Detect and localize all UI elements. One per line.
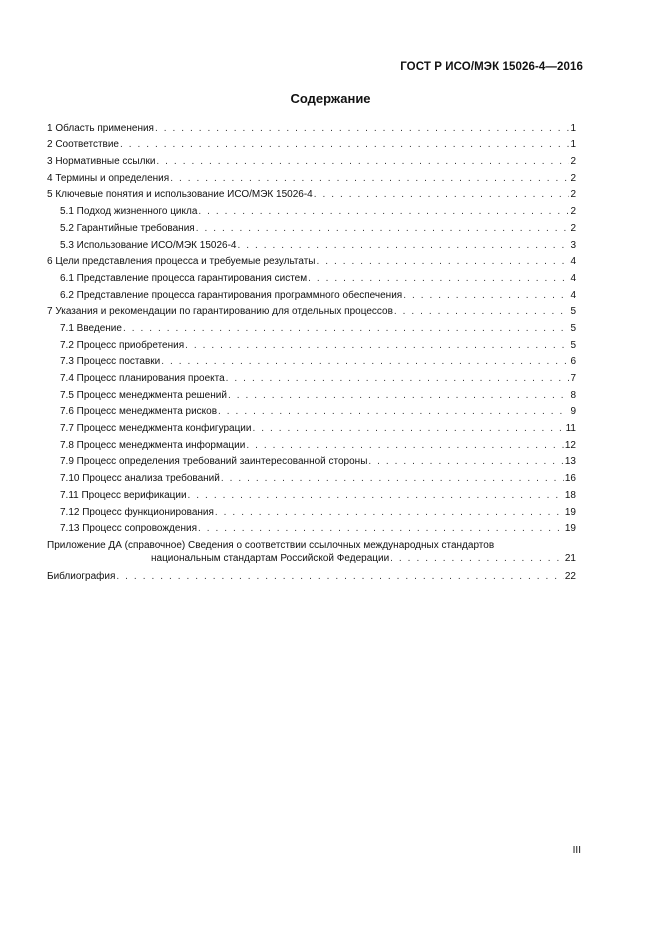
toc-entry-title: 7.8 Процесс менеджмента информации (60, 439, 246, 451)
toc-entry-title: 1 Область применения (47, 122, 154, 134)
toc-entry-page: 19 (564, 506, 576, 518)
toc-entry[interactable] (47, 468, 576, 485)
toc-leader-dots (368, 456, 563, 468)
toc-leader-dots (317, 256, 570, 268)
toc-bibliography[interactable] (47, 565, 576, 583)
toc-leader-dots (314, 189, 570, 201)
toc-entry[interactable] (47, 252, 576, 269)
toc-entry-title: 7.1 Введение (60, 322, 122, 334)
toc-entry-title: 7.10 Процесс анализа требований (60, 473, 220, 485)
toc-entry-page: 4 (570, 256, 576, 268)
toc-entry-page: 19 (564, 523, 576, 535)
toc-entry-title: 7.5 Процесс менеджмента решений (60, 389, 227, 401)
toc-leader-dots (120, 139, 569, 151)
table-of-contents (47, 118, 576, 583)
toc-appendix-subtitle: национальным стандартам Российской Федерации (151, 552, 390, 564)
toc-entry-page: 11 (565, 423, 576, 435)
toc-leader-dots (221, 473, 564, 485)
toc-entry-title: 7.4 Процесс планирования проекта (60, 373, 225, 384)
toc-entry[interactable] (47, 385, 576, 402)
toc-appendix-title: Приложение ДА (справочное) Сведения о соответствии ссылочных международных стандартов (47, 539, 495, 551)
toc-entry-page: 2 (570, 189, 576, 201)
toc-entry[interactable] (47, 502, 576, 519)
toc-entry[interactable] (47, 135, 576, 152)
toc-appendix-line1[interactable] (47, 535, 576, 552)
toc-appendix-line2[interactable] (47, 552, 576, 565)
toc-entries (47, 118, 576, 535)
toc-leader-dots (394, 306, 570, 318)
document-header: ГОСТ Р ИСО/МЭК 15026-4—2016 (400, 61, 583, 73)
toc-entry-title: 5.3 Использование ИСО/МЭК 15026-4 (60, 239, 237, 251)
toc-entry[interactable] (47, 519, 576, 536)
toc-bibliography-page: 22 (564, 570, 576, 582)
toc-leader-dots (155, 123, 569, 135)
toc-entry-title: 7.3 Процесс поставки (60, 356, 161, 368)
toc-leader-dots (116, 571, 563, 583)
toc-entry[interactable] (47, 218, 576, 235)
toc-entry-page: 3 (570, 239, 576, 251)
toc-entry[interactable] (47, 151, 576, 168)
toc-entry-page: 6 (570, 356, 576, 368)
toc-entry-title: 5 Ключевые понятия и использование ИСО/МЭК 15026-4 (47, 189, 313, 201)
toc-leader-dots (218, 406, 569, 418)
toc-entry-page: 2 (570, 206, 576, 218)
toc-entry-page: 9 (570, 406, 576, 418)
toc-entry-title: 7.6 Процесс менеджмента рисков (60, 406, 218, 418)
toc-leader-dots (237, 240, 569, 252)
toc-entry-title: 6 Цели представления процесса и требуемые результаты (47, 256, 316, 268)
toc-entry[interactable] (47, 268, 576, 285)
toc-entry[interactable] (47, 435, 576, 452)
toc-entry-title: 3 Нормативные ссылки (47, 156, 156, 168)
toc-entry-page: 2 (570, 172, 576, 184)
toc-entry-title: 7 Указания и рекомендации по гарантированию для отдельных процессов (47, 306, 393, 318)
toc-entry[interactable] (47, 118, 576, 135)
toc-appendix-page: 21 (564, 552, 576, 564)
page-number: III (572, 845, 581, 856)
toc-entry[interactable] (47, 201, 576, 218)
toc-entry[interactable] (47, 318, 576, 335)
toc-leader-dots (198, 206, 569, 218)
toc-entry-title: 7.11 Процесс верификации (60, 489, 187, 501)
toc-entry-page: 18 (564, 489, 576, 501)
toc-entry-page: 5 (570, 339, 576, 351)
toc-entry[interactable] (47, 185, 576, 202)
toc-leader-dots (215, 507, 564, 519)
toc-entry[interactable] (47, 302, 576, 319)
toc-entry-page: 16 (564, 473, 576, 485)
toc-title: Содержание (290, 91, 371, 106)
toc-leader-dots (390, 553, 564, 565)
toc-bibliography-title: Библиография (47, 570, 116, 582)
toc-leader-dots (170, 173, 569, 185)
toc-entry[interactable] (47, 368, 576, 385)
toc-entry-title: 7.2 Процесс приобретения (60, 339, 185, 351)
toc-leader-dots (196, 223, 570, 235)
toc-leader-dots (185, 340, 569, 352)
toc-entry-title: 7.7 Процесс менеджмента конфигурации (60, 423, 252, 435)
toc-entry-page: 4 (570, 289, 576, 301)
toc-entry-title: 4 Термины и определения (47, 172, 170, 184)
toc-entry[interactable] (47, 285, 576, 302)
toc-entry[interactable] (47, 418, 576, 435)
toc-entry-title: 7.9 Процесс определения требований заинтересованной стороны (60, 456, 368, 468)
toc-entry-title: 7.13 Процесс сопровождения (60, 523, 197, 535)
toc-entry-page: 2 (570, 222, 576, 234)
toc-entry-page: 8 (570, 389, 576, 401)
toc-leader-dots (252, 423, 564, 435)
toc-entry-title: 6.1 Представление процесса гарантирования систем (60, 272, 308, 284)
toc-leader-dots (198, 523, 564, 535)
toc-entry-title: 5.2 Гарантийные требования (60, 222, 195, 234)
toc-entry-page: 5 (570, 306, 576, 318)
toc-entry-title: 7.12 Процесс функционирования (60, 506, 214, 518)
toc-leader-dots (246, 440, 564, 452)
toc-leader-dots (156, 156, 569, 168)
toc-entry-title: 6.2 Представление процесса гарантирования программного обеспечения (60, 289, 403, 301)
toc-leader-dots (228, 390, 569, 402)
toc-entry-page: 1 (570, 139, 576, 151)
toc-leader-dots (226, 373, 570, 385)
toc-entry[interactable] (47, 168, 576, 185)
toc-entry-page: 2 (570, 156, 576, 168)
toc-leader-dots (188, 490, 564, 502)
toc-entry-title: 5.1 Подход жизненного цикла (60, 206, 198, 218)
toc-entry-page: 1 (570, 122, 576, 134)
toc-entry-page: 5 (570, 322, 576, 334)
toc-leader-dots (308, 273, 569, 285)
toc-entry[interactable] (47, 485, 576, 502)
toc-entry[interactable] (47, 335, 576, 352)
toc-entry-page: 4 (570, 272, 576, 284)
toc-entry[interactable] (47, 352, 576, 369)
toc-entry-page: 12 (564, 439, 576, 451)
toc-entry-page: 7 (570, 373, 576, 384)
toc-leader-dots (123, 323, 569, 335)
toc-leader-dots (161, 356, 569, 368)
toc-entry[interactable] (47, 402, 576, 419)
toc-entry[interactable] (47, 235, 576, 252)
toc-leader-dots (403, 290, 569, 302)
toc-entry[interactable] (47, 452, 576, 469)
toc-entry-page: 13 (564, 456, 576, 468)
toc-entry-title: 2 Соответствие (47, 139, 119, 151)
